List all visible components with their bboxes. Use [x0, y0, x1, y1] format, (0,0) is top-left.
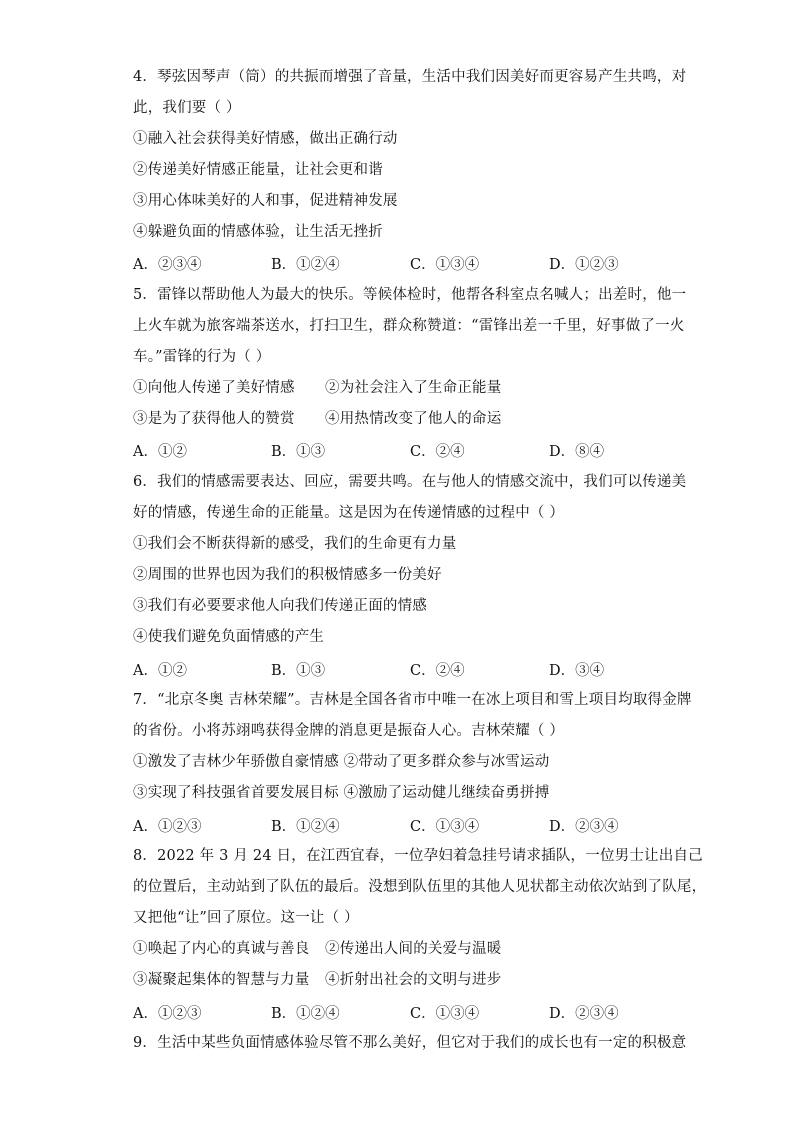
option-b[interactable]: B．①②④: [271, 257, 340, 273]
q6-item-4: ④使我们避免负面情感的产生: [133, 629, 325, 645]
option-c[interactable]: C．①③④: [410, 1006, 480, 1022]
option-b[interactable]: B．①③: [271, 663, 326, 679]
q6-stem-line-1: 6．我们的情感需要表达、回应，需要共鸣。在与他人的情感交流中，我们可以传递美: [133, 474, 687, 490]
option-d[interactable]: D．⑧④: [549, 444, 605, 460]
option-d[interactable]: D．②③④: [549, 819, 619, 835]
q8-items-row-2: [133, 970, 502, 990]
q6-item-3: ③我们有必要要求他人向我们传递正面的情感: [133, 598, 427, 614]
q8-stem-line-1: 8．2022 年 3 月 24 日，在江西宜春，一位孕妇着急挂号请求插队，一位男士让出自己: [133, 848, 703, 864]
q7-stem-line-2: 的省份。小将苏翊鸣获得金牌的消息更是振奋人心。吉林荣耀（ ）: [133, 723, 565, 739]
q7-items-row-2: ③实现了科技强省首要发展目标 ④激励了运动健儿继续奋勇拼搏: [133, 785, 550, 801]
option-b[interactable]: B．①②④: [271, 819, 340, 835]
option-b[interactable]: B．①②④: [271, 1006, 340, 1022]
q6-options: [133, 659, 673, 679]
q4-item-2: ②传递美好情感正能量，让社会更和谐: [133, 162, 383, 178]
option-a[interactable]: A．①②③: [133, 1006, 202, 1022]
q5-stem-line-3: 车。”雷锋的行为（ ）: [133, 349, 271, 365]
option-d[interactable]: D．①②③: [549, 257, 619, 273]
q5-stem-line-1: 5．雷锋以帮助他人为最大的快乐。等候体检时，他帮各科室点名喊人；出差时，他一: [133, 287, 687, 303]
q6-item-2: ②周围的世界也因为我们的积极情感多一份美好: [133, 567, 442, 583]
option-c[interactable]: C．②④: [410, 663, 465, 679]
option-c[interactable]: C．①③④: [410, 819, 480, 835]
option-d[interactable]: D．③④: [549, 663, 605, 679]
q5-stem-line-2: 上火车就为旅客端茶送水，打扫卫生，群众称赞道：“雷锋出差一千里，好事做了一火: [133, 318, 685, 334]
q8-item-2: ②传递出人间的关爱与温暖: [325, 941, 502, 957]
q5-items-row-1: [133, 378, 502, 398]
option-a[interactable]: A．②③④: [133, 257, 202, 273]
q5-items-row-2: [133, 409, 502, 429]
option-c[interactable]: C．②④: [410, 444, 465, 460]
q4-stem-line-2: 此，我们要（ ）: [133, 100, 241, 116]
q9-stem-line-1: 9．生活中某些负面情感体验尽管不那么美好，但它对于我们的成长也有一定的积极意: [133, 1035, 687, 1051]
option-a[interactable]: A．①②③: [133, 819, 202, 835]
option-b[interactable]: B．①③: [271, 444, 326, 460]
q5-item-2: ②为社会注入了生命正能量: [325, 380, 502, 396]
q4-item-1: ①融入社会获得美好情感，做出正确行动: [133, 131, 398, 147]
q5-options: [133, 440, 673, 460]
q8-item-3: ③凝聚起集体的智慧与力量: [133, 972, 310, 988]
q4-item-4: ④躲避负面的情感体验，让生活无挫折: [133, 224, 383, 240]
q5-item-1: ①向他人传递了美好情感: [133, 380, 295, 396]
q8-stem-line-3: 又把他“让”回了原位。这一让（ ）: [133, 910, 359, 926]
q5-item-4: ④用热情改变了他人的命运: [325, 411, 502, 427]
q8-items-row-1: [133, 939, 502, 959]
q7-options: [133, 815, 673, 835]
q7-stem-line-1: 7．“北京冬奥 吉林荣耀”。吉林是全国各省市中唯一在冰上项目和雪上项目均取得金牌: [133, 692, 692, 708]
q6-stem-line-2: 好的情感，传递生命的正能量。这是因为在传递情感的过程中（ ）: [133, 505, 565, 521]
q7-items-row-1: ①激发了吉林少年骄傲自豪情感 ②带动了更多群众参与冰雪运动: [133, 754, 550, 770]
option-d[interactable]: D．②③④: [549, 1006, 619, 1022]
q4-stem-line-1: 4．琴弦因琴声（筒）的共振而增强了音量，生活中我们因美好而更容易产生共鸣，对: [133, 69, 687, 85]
q8-item-4: ④折射出社会的文明与进步: [325, 972, 502, 988]
q8-stem-line-2: 的位置后，主动站到了队伍的最后。没想到队伍里的其他人见状都主动依次站到了队尾，: [133, 879, 707, 895]
option-c[interactable]: C．①③④: [410, 257, 480, 273]
q5-item-3: ③是为了获得他人的赞赏: [133, 411, 295, 427]
option-a[interactable]: A．①②: [133, 663, 187, 679]
option-a[interactable]: A．①②: [133, 444, 187, 460]
q4-options: [133, 253, 673, 273]
q4-item-3: ③用心体味美好的人和事，促进精神发展: [133, 193, 398, 209]
q6-item-1: ①我们会不断获得新的感受，我们的生命更有力量: [133, 536, 457, 552]
q8-options: [133, 1002, 673, 1022]
q8-item-1: ①唤起了内心的真诚与善良: [133, 941, 310, 957]
